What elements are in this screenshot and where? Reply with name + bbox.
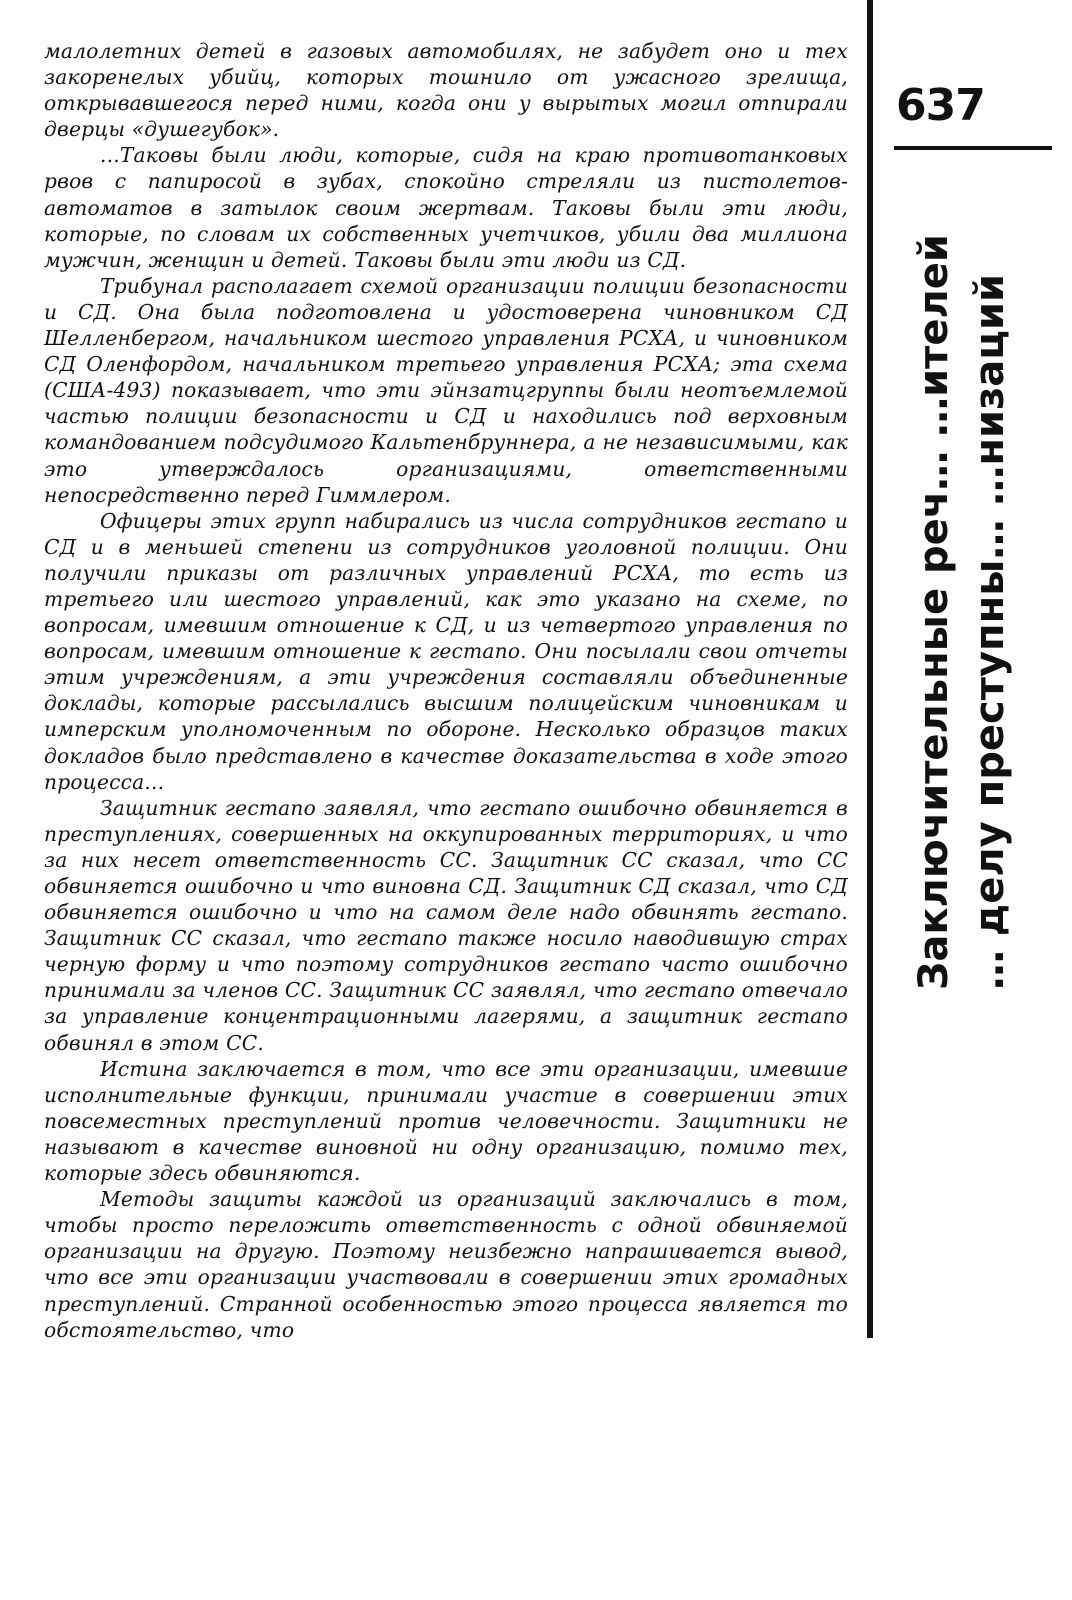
paragraph: Трибунал располагает схемой организации полиции безопасности и СД. Она была подготовлена и удостоверена чиновником СД Шелленбергом, начальником шестого управления РСХА, и чиновником СД Оленфордом, начальником третьего управления РСХА; эта схема (США-493) показывает, что эти эйнзатцгруппы были неотъемлемой частью полиции безопасности и СД и находились под верховным командованием подсудимого Кальтенбруннера, а не независимыми, как это утверждалось организациями, ответственными непосредственно перед Гиммлером. [44, 273, 848, 507]
paragraph: малолетних детей в газовых автомобилях, не забудет оно и тех закоренелых убийц, которых тошнило от ужасного зрелища, открывавшегося перед ними, когда они у вырытых могил отпирали дверцы «душегубок». [44, 39, 848, 142]
running-head-line-2: … делу преступны… …низаций [967, 274, 1013, 990]
paragraph: Офицеры этих групп набирались из числа сотрудников гестапо и СД и в меньшей степени из сотрудников уголовной полиции. Они получили приказы от различных управлений РСХА, то есть из третьего или шестого управлений, как это указано на схеме, по вопросам, имевшим отношение к СД, и из четвертого управления по вопросам, имевшим отношение к гестапо. Они посылали свои отчеты этим учреждениям, а эти учреждения составляли объединенные доклады, которые рассылались высшим полицейским чиновникам и имперским уполномоченным по обороне. Несколько образцов таких докладов было представлено в качестве доказательства в ходе этого процесса... [44, 508, 848, 794]
paragraph: Истина заключается в том, что все эти организации, имевшие исполнительные функции, принимали участие в совершении этих повсеместных преступлений против человечности. Защитники не называют в качестве виновной ни одну организацию, помимо тех, которые здесь обвиняются. [44, 1056, 848, 1186]
body-text [44, 38, 848, 1343]
paragraph: Защитник гестапо заявлял, что гестапо ошибочно обвиняется в преступлениях, совершенных на оккупированных территориях, и что за них несет ответственность СС. Защитник СС сказал, что СС обвиняется ошибочно и что виновна СД. Защитник СД сказал, что СД обвиняется ошибочно и что на самом деле надо обвинять гестапо. Защитник СС сказал, что гестапо также носило наводившую страх черную форму и что поэтому сотрудников гестапо часто ошибочно принимали за членов СС. Защитник СС заявлял, что гестапо отвечало за управление концентрационными лагерями, а защитник гестапо обвинял в этом СС. [44, 795, 848, 1055]
vertical-rule [867, 0, 873, 1338]
page-number: 637 [896, 80, 985, 131]
paragraph: Методы защиты каждой из организаций заключались в том, чтобы просто переложить ответственность с одной обвиняемой организации на другую. Поэтому неизбежно напрашивается вывод, что все эти организации участвовали в совершении этих громадных преступлений. Странной особенностью этого процесса является то обстоятельство, что [44, 1187, 848, 1342]
header-rule [894, 146, 1052, 150]
paragraph: ...Таковы были люди, которые, сидя на краю противотанковых рвов с папиросой в зубах, спокойно стреляли из пистолетов-автоматов в затылок своим жертвам. Таковы были эти люди, которые, по словам их собственных учетчиков, убили два миллиона мужчин, женщин и детей. Таковы были эти люди из СД. [44, 143, 848, 272]
running-head-line-1: Заключительные реч… …ителей [911, 234, 957, 990]
